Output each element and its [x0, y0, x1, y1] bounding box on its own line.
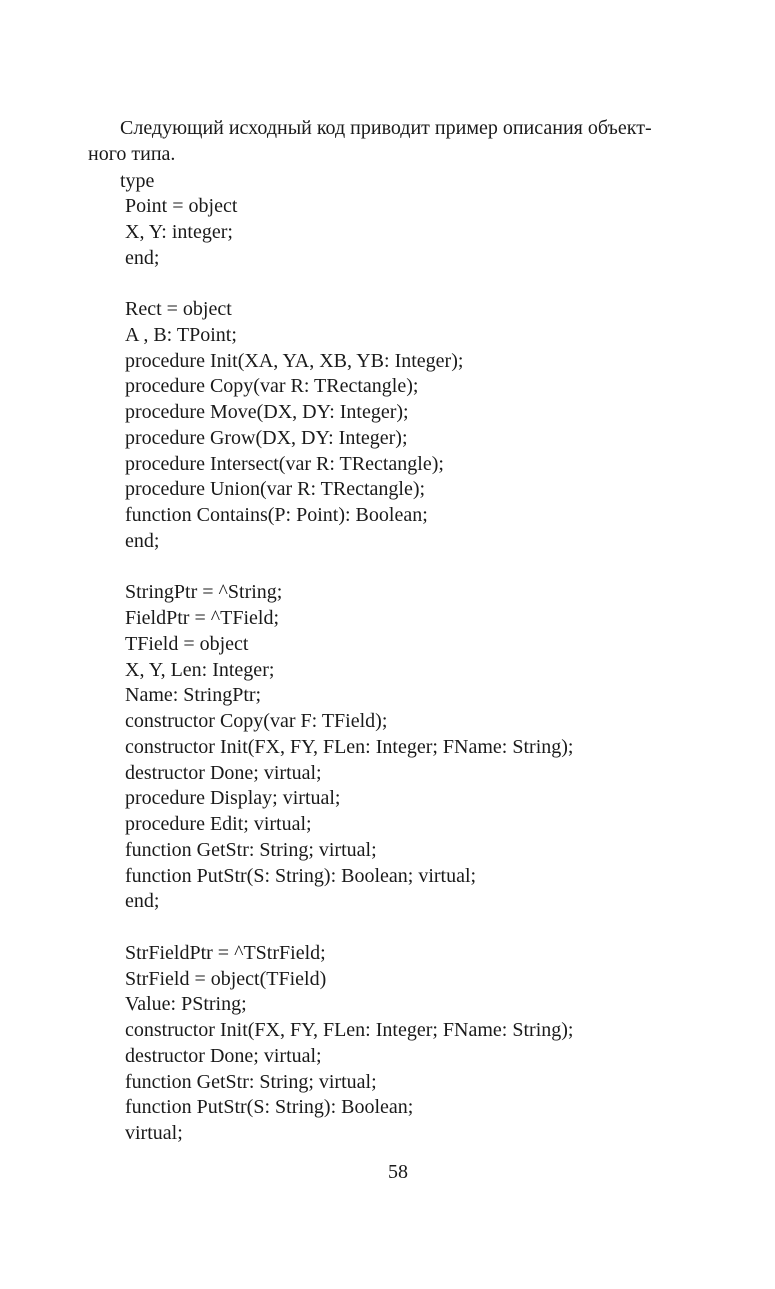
code-blank-line	[125, 555, 725, 581]
code-line: function PutStr(S: String): Boolean;	[125, 1096, 414, 1119]
code-line: constructor Init(FX, FY, FLen: Integer; FName: String);	[125, 1019, 574, 1041]
page-number: 58	[388, 1161, 408, 1183]
code-line: end;	[125, 529, 160, 552]
code-line: StringPtr = ^String;	[125, 581, 283, 604]
code-line: destructor Done; virtual;	[125, 1044, 322, 1067]
code-line: virtual;	[125, 1122, 183, 1144]
code-line: constructor Copy(var F: TField);	[125, 710, 388, 732]
code-line: procedure Init(XA, YA, XB, YB: Integer);	[125, 349, 464, 372]
code-line: end;	[125, 890, 160, 913]
code-line: function PutStr(S: String): Boolean; virtual;	[125, 864, 477, 887]
code-line: X, Y, Len: Integer;	[125, 658, 275, 681]
code-line: function GetStr: String; virtual;	[125, 838, 377, 861]
code-line: procedure Move(DX, DY: Integer);	[125, 401, 409, 423]
code-line: procedure Union(var R: TRectangle);	[125, 478, 426, 501]
code-line: FieldPtr = ^TField;	[125, 607, 280, 629]
code-line: procedure Display; virtual;	[125, 787, 341, 810]
code-line: destructor Done; virtual;	[125, 761, 322, 784]
code-line: Rect = object	[125, 298, 232, 320]
code-line: TField = object	[125, 632, 249, 655]
code-line: A , B: TPoint;	[125, 323, 237, 346]
code-line: function GetStr: String; virtual;	[125, 1070, 377, 1093]
code-line: constructor Init(FX, FY, FLen: Integer; FName: String);	[125, 735, 574, 758]
intro-line-2: ного типа.	[88, 143, 176, 165]
type-keyword: type	[120, 170, 155, 192]
code-line: StrField = object(TField)	[125, 967, 327, 990]
intro-paragraph	[88, 115, 680, 167]
code-listing	[125, 194, 725, 1147]
code-blank-line	[125, 915, 725, 941]
code-line: end;	[125, 246, 160, 269]
code-line: Point = object	[125, 195, 238, 217]
code-line: procedure Copy(var R: TRectangle);	[125, 375, 419, 398]
code-blank-line	[125, 271, 725, 297]
code-line: Name: StringPtr;	[125, 684, 262, 707]
intro-line-1: Следующий исходный код приводит пример описания объект-	[120, 117, 652, 139]
code-line: Value: PString;	[125, 993, 247, 1016]
code-line: procedure Edit; virtual;	[125, 813, 312, 835]
code-line: function Contains(P: Point): Boolean;	[125, 504, 428, 526]
code-line: X, Y: integer;	[125, 220, 233, 243]
code-line: StrFieldPtr = ^TStrField;	[125, 941, 326, 964]
code-line: procedure Grow(DX, DY: Integer);	[125, 426, 408, 449]
code-line: procedure Intersect(var R: TRectangle);	[125, 452, 444, 475]
